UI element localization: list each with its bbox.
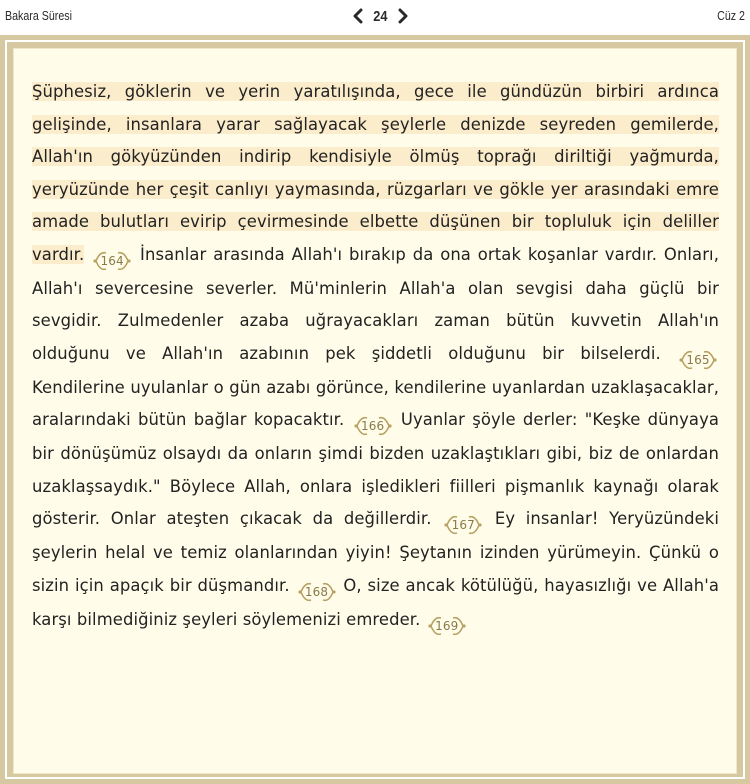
page-number: 24	[373, 7, 388, 25]
verse-165[interactable]: İnsanlar arasında Allah'ı bırakıp da ona ortak koşanlar vardır. Onları, Allah'ı severcesine severler. Mü'minlerin Allah'a olan sevgisi daha güçlü bir sevgidir. Zulmedenler azaba uğrayacakları zaman bütün kuvvetin Allah'ın olduğunu ve Allah'ın azabının pek şiddetli olduğunu bir bilselerdi.	[32, 244, 720, 363]
page-paper	[13, 48, 737, 774]
ayah-number-164[interactable]: 164	[92, 249, 132, 273]
verse-166[interactable]: Kendilerine uyulanlar o gün azabı görünce, kendilerine uyanlardan uzaklaşacaklar, aralarındaki bütün bağlar kopacaktır.	[32, 377, 719, 429]
juz-label: Cüz 2	[717, 8, 745, 23]
verse-text	[32, 76, 719, 638]
top-bar	[0, 0, 750, 34]
page-navigator	[350, 5, 411, 27]
ayah-number-168[interactable]: 168	[297, 580, 337, 604]
verse-169[interactable]: O, size ancak kötülüğü, hayasızlığı ve Allah'a karşı bilmediğiniz şeyleri söylemenizi emreder.	[32, 575, 719, 629]
chevron-right-icon[interactable]	[395, 7, 411, 25]
ayah-number-169[interactable]: 169	[427, 614, 467, 638]
highlighted-verse-164[interactable]: Şüphesiz, göklerin ve yerin yaratılışında, gece ile gündüzün birbiri ardınca gelişinde, insanlara yarar sağlayacak şeylerle denizde seyreden gemilerde, Allah'ın gökyüzünden indirip kendisiyle ölmüş toprağı diriltiği yağmurda, yeryüzünde her çeşit canlıyı yaymasında, rüzgarları ve gökle yer arasındaki emre amade bulutları evirip çevirmesinde elbette düşünen bir topluluk için deliller vardır.	[32, 82, 719, 264]
chevron-left-icon[interactable]	[350, 7, 366, 25]
verse-167[interactable]: Uyanlar şöyle derler: "Keşke dünyaya bir dönüşümüz olsaydı da onların şimdi bizden uzaklaştıkları gibi, biz de onlardan uzaklaşsaydık." Böylece Allah, onlara işledikleri fiilleri pişmanlık kaynağı olarak gösterir. Onlar ateşten çıkacak da değillerdir.	[32, 410, 720, 528]
ayah-number-165[interactable]: 165	[678, 348, 718, 372]
ayah-number-167[interactable]: 167	[443, 513, 483, 537]
surah-name: Bakara Süresi	[5, 8, 72, 23]
page-frame	[0, 35, 750, 784]
ayah-number-166[interactable]: 166	[353, 414, 393, 438]
verse-168[interactable]: Ey insanlar! Yeryüzündeki şeylerin helal ve temiz olanlarından yiyin! Şeytanın izinden yürümeyin. Çünkü o sizin için apaçık bir düşmandır.	[32, 509, 720, 595]
